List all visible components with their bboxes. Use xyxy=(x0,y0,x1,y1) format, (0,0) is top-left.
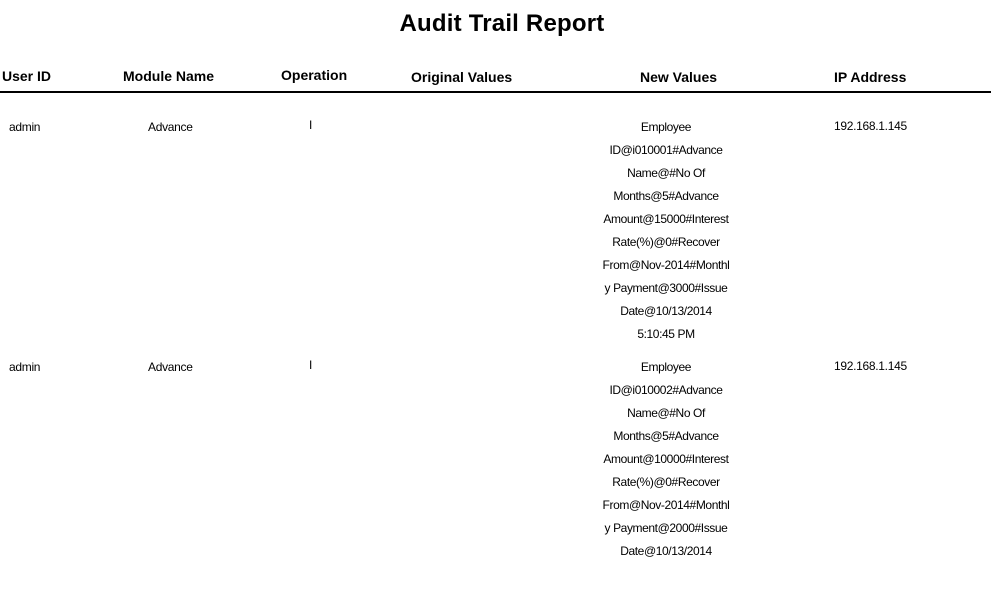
new-values-line: Amount@10000#Interest xyxy=(603,452,729,466)
cell-user-id: admin xyxy=(9,120,41,134)
header-divider xyxy=(0,91,991,93)
new-values-line: From@Nov-2014#Monthl xyxy=(602,498,730,512)
cell-ip-address: 192.168.1.145 xyxy=(834,119,907,133)
column-header-ip-address: IP Address xyxy=(834,69,907,85)
new-values-line: ID@i010002#Advance xyxy=(609,383,723,397)
cell-ip-address: 192.168.1.145 xyxy=(834,359,907,373)
report-title: Audit Trail Report xyxy=(399,10,605,37)
table-row xyxy=(0,356,991,596)
new-values-line: Months@5#Advance xyxy=(613,429,719,443)
cell-operation: I xyxy=(309,118,313,132)
new-values-line: 5:10:45 PM xyxy=(637,327,695,341)
cell-new-values xyxy=(586,356,746,563)
cell-new-values xyxy=(586,116,746,346)
new-values-line: y Payment@3000#Issue xyxy=(604,281,728,295)
cell-user-id: admin xyxy=(9,360,41,374)
table-row xyxy=(0,116,991,356)
new-values-line: y Payment@2000#Issue xyxy=(604,521,728,535)
new-values-line: Employee xyxy=(640,120,692,134)
new-values-line: Rate(%)@0#Recover xyxy=(612,475,720,489)
new-values-line: Date@10/13/2014 xyxy=(620,304,712,318)
new-values-line: Rate(%)@0#Recover xyxy=(612,235,720,249)
new-values-line: Employee xyxy=(640,360,692,374)
column-header-user-id: User ID xyxy=(2,68,52,84)
column-header-original-values: Original Values xyxy=(411,69,513,85)
column-header-module-name: Module Name xyxy=(123,68,215,84)
new-values-line: ID@i010001#Advance xyxy=(609,143,723,157)
column-header-new-values: New Values xyxy=(640,69,718,85)
new-values-line: From@Nov-2014#Monthl xyxy=(602,258,730,272)
new-values-line: Months@5#Advance xyxy=(613,189,719,203)
new-values-line: Name@#No Of xyxy=(627,406,705,420)
cell-module-name: Advance xyxy=(148,120,193,134)
new-values-line: Date@10/13/2014 xyxy=(620,544,712,558)
cell-module-name: Advance xyxy=(148,360,193,374)
new-values-line: Name@#No Of xyxy=(627,166,705,180)
column-header-operation: Operation xyxy=(281,67,348,83)
new-values-line: Amount@15000#Interest xyxy=(603,212,729,226)
cell-operation: I xyxy=(309,358,313,372)
